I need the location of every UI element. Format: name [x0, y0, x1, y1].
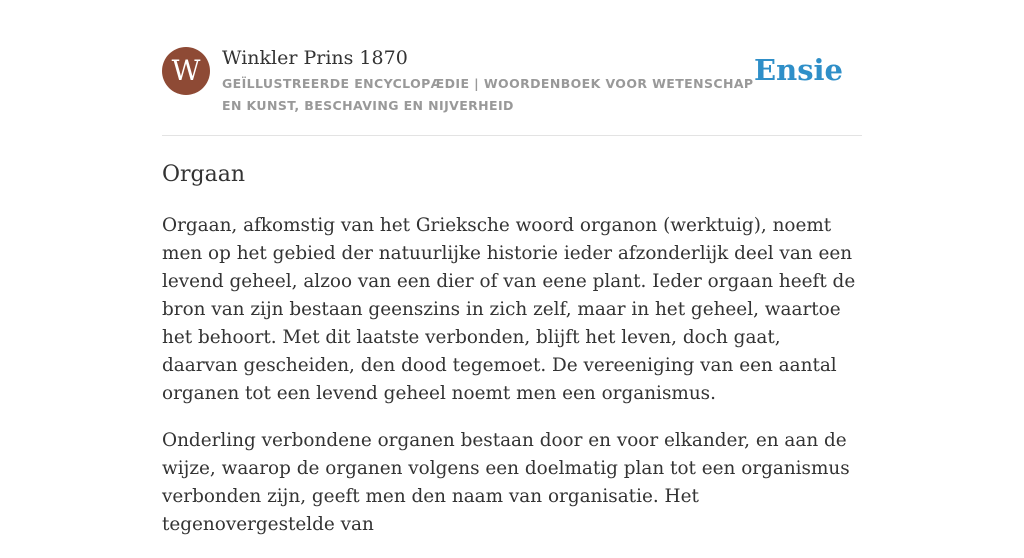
- source-avatar[interactable]: W: [162, 47, 210, 95]
- ensie-logo[interactable]: Ensie: [754, 53, 843, 87]
- header: [162, 44, 862, 120]
- article-paragraph: Orgaan, afkomstig van het Grieksche woord organon (werktuig), noemt men op het gebied der natuurlijke historie ieder afzonderlijk deel van een levend geheel, alzoo van een dier of van eene plant. Ieder orgaan heeft de bron van zijn bestaan geenszins in zich zelf, maar in het geheel, waartoe het behoort. Met dit laatste verbonden, blijft het leven, doch gaat, daarvan gescheiden, den dood tegemoet. De vereeniging van een aantal organen tot een levend geheel noemt men een organismus.: [162, 215, 856, 404]
- article-paragraph: Onderling verbondene organen bestaan door en voor elkander, en aan de wijze, waarop de organen volgens een doelmatig plan tot een organismus verbonden zijn, geeft men den naam van organisatie. Het tegenovergestelde van: [162, 430, 850, 535]
- article-title: Orgaan: [162, 162, 246, 187]
- source-subtitle: GEÏLLUSTREERDE ENCYCLOPÆDIE | WOORDENBOEK VOOR WETENSCHAP EN KUNST, BESCHAVING EN NIJVERHEID: [222, 76, 754, 113]
- header-divider: [162, 135, 862, 136]
- article-body: [162, 212, 862, 558]
- source-title[interactable]: Winkler Prins 1870: [222, 47, 408, 69]
